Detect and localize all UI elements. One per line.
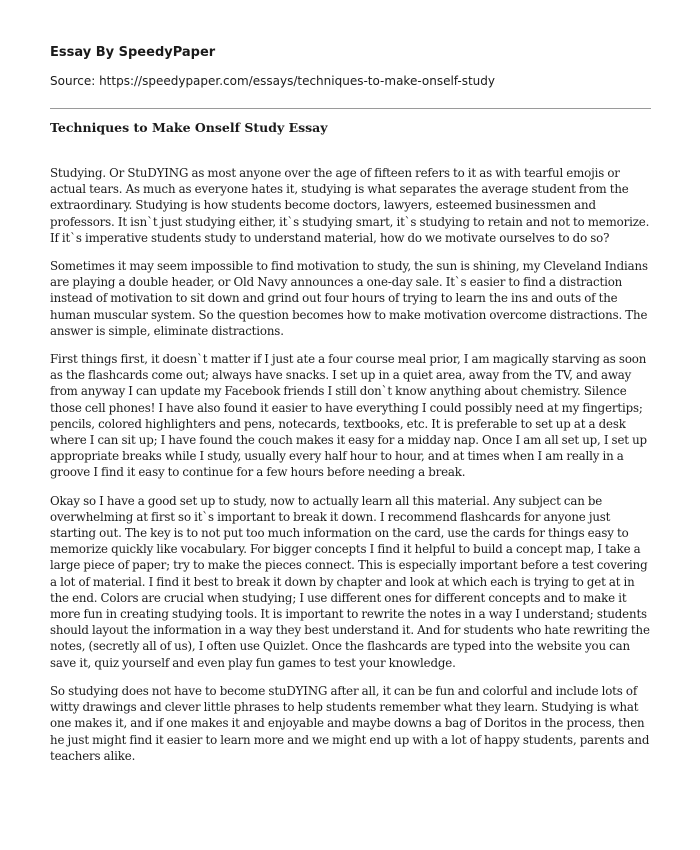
source-line: Source: https://speedypaper.com/essays/techniques-to-make-onself-study [50,74,495,88]
paragraph-4: Okay so I have a good set up to study, now to actually learn all this material. Any subject can be overwhelming at first so it`s important to break it down. I recommend flashcards for anyone just starting out. The key is to not put too much information on the card, use the cards for things easy to memorize quickly like vocabulary. For bigger concepts I find it helpful to build a concept map, I take a large piece of paper; try to make the pieces connect. This is especially important before a test covering a lot of material. I find it best to break it down by chapter and look at which each is trying to get at in the end. Colors are crucial when studying; I use different ones for different concepts and to make it more fun in creating studying tools. It is important to rewrite the notes in a way I understand; students should layout the information in a way they best understand it. And for students who hate rewriting the notes, (secretly all of us), I often use Quizlet. Once the flashcards are typed into the website you can save it, quiz yourself and even play fun games to test your knowledge. [50,493,650,670]
header-divider [50,108,651,109]
paragraph-5: So studying does not have to become stuDYING after all, it can be fun and colorful and include lots of witty drawings and clever little phrases to help students remember what they learn. Studying is what one makes it, and if one makes it and enjoyable and maybe downs a bag of Doritos in the process, then he just might find it easier to learn more and we might end up with a lot of happy students, parents and teachers alike. [50,683,650,763]
brand-heading: Essay By SpeedyPaper [50,45,216,60]
essay-title: Techniques to Make Onself Study Essay [50,120,328,135]
paragraph-2: Sometimes it may seem impossible to find motivation to study, the sun is shining, my Cleveland Indians are playing a double header, or Old Navy announces a one-day sale. It`s easier to find a distraction instead of motivation to sit down and grind out four hours of trying to learn the ins and outs of the human muscular system. So the question becomes how to make motivation overcome distractions. The answer is simple, eliminate distractions. [50,259,648,338]
essay-body [50,165,654,776]
paragraph-3: First things first, it doesn`t matter if I just ate a four course meal prior, I am magically starving as soon as the flashcards come out; always have snacks. I set up in a quiet area, away from the TV, and away from anyway I can update my Facebook friends I still don`t know anything about chemistry. Silence those cell phones! I have also found it easier to have everything I could possibly need at my fingertips; pencils, colored highlighters and pens, notecards, textbooks, etc. It is preferable to set up at a desk where I can sit up; I have found the couch makes it easy for a midday nap. Once I am all set up, I set up appropriate breaks while I study, usually every half hour to hour, and at times when I am really in a groove I find it easy to continue for a few hours before needing a break. [50,352,647,480]
document-page [50,0,654,850]
paragraph-1: Studying. Or StuDYING as most anyone over the age of fifteen refers to it as with tearful emojis or actual tears. As much as everyone hates it, studying is what separates the average student from the extraordinary. Studying is how students become doctors, lawyers, esteemed businessmen and professors. It isn`t just studying either, it`s studying smart, it`s studying to retain and not to memorize. If it`s imperative students study to understand material, how do we motivate ourselves to do so? [50,166,650,245]
